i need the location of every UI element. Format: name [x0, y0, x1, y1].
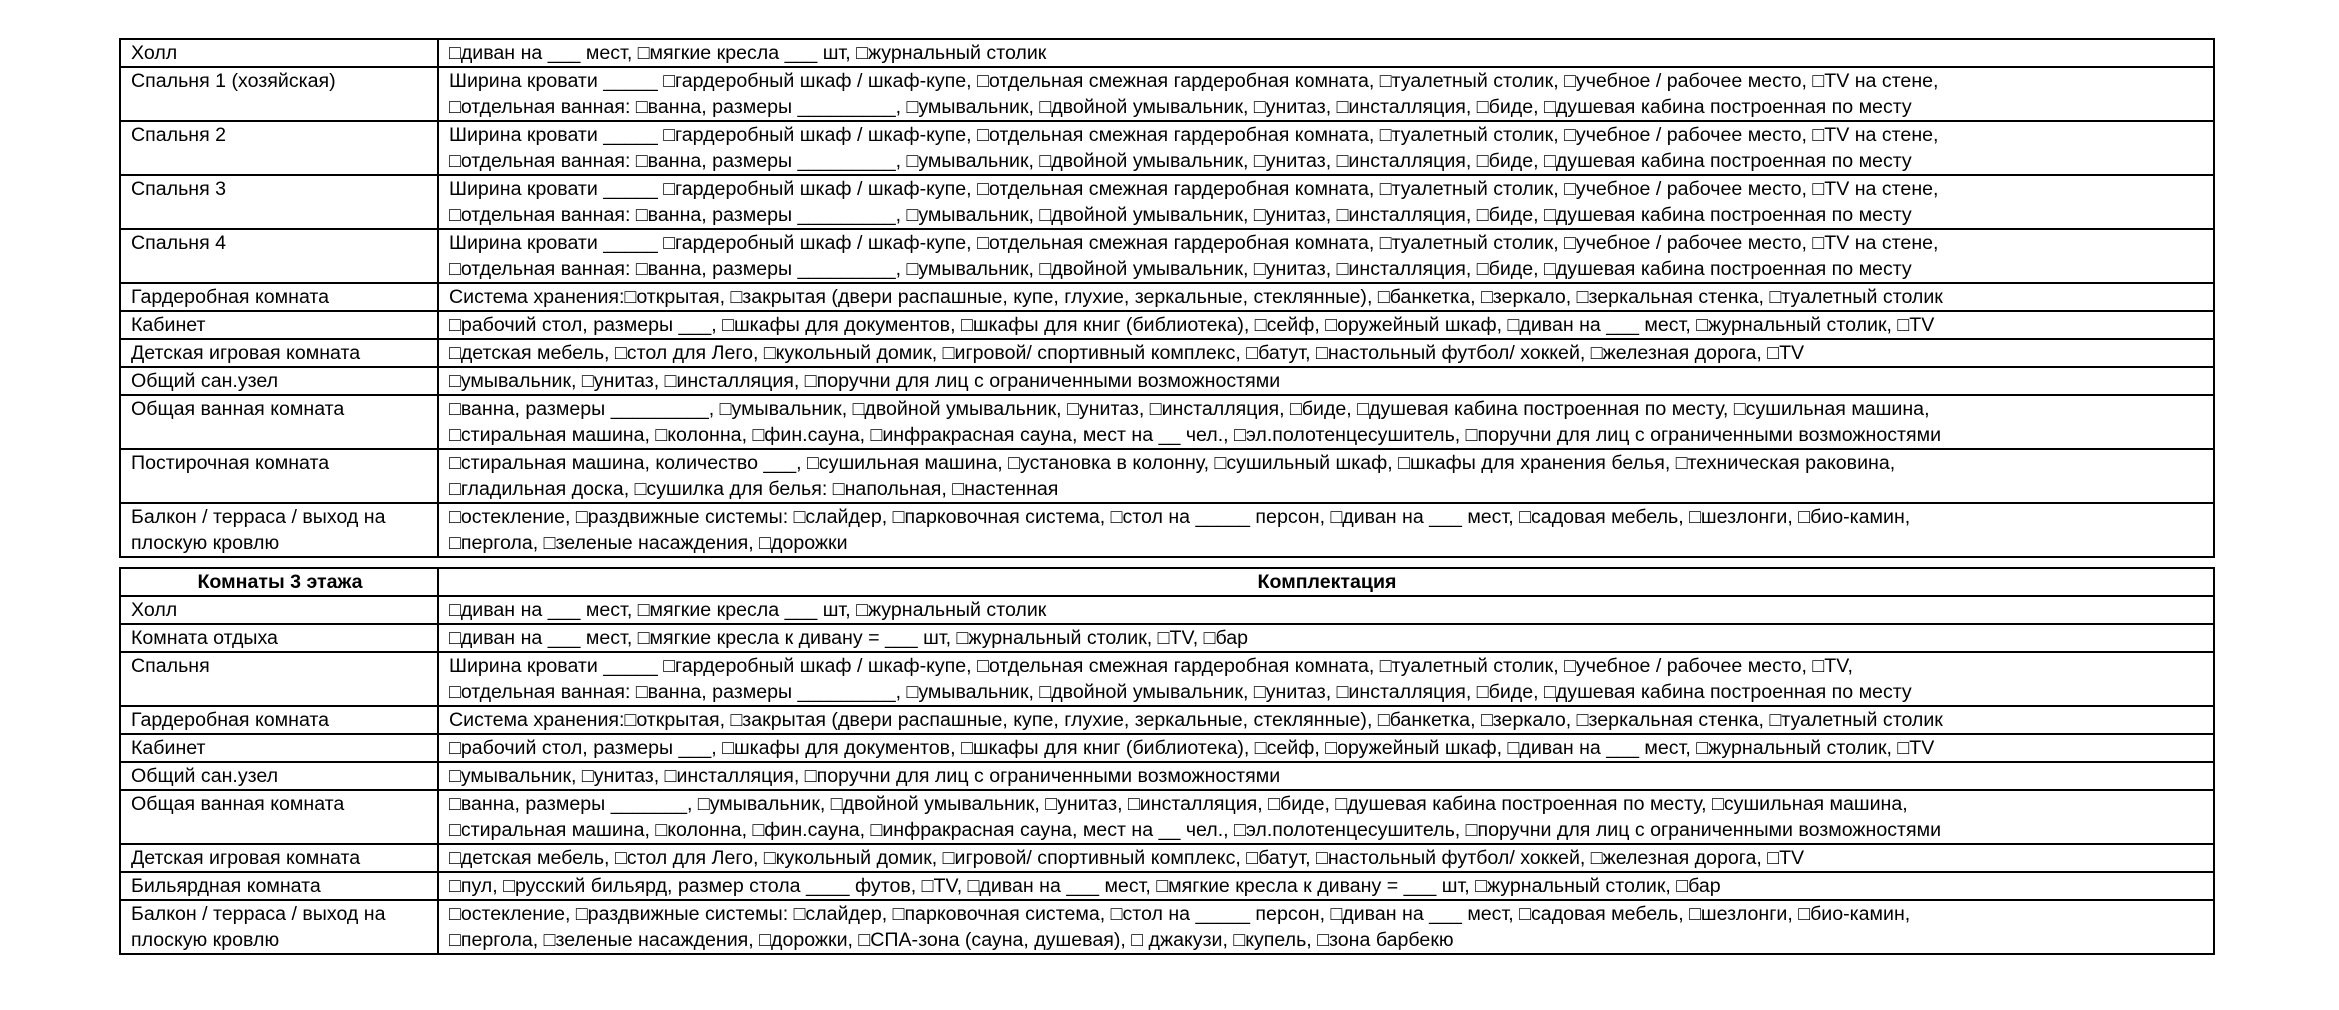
table-row [120, 734, 2214, 762]
equipment-line: □диван на ___ мест, □мягкие кресла к дивану = ___ шт, □журнальный столик, □TV, □бар [449, 627, 1249, 649]
room-name-cell: Общий сан.узел [120, 762, 438, 790]
room-name-cell: Общая ванная комната [120, 790, 438, 844]
table-row [120, 790, 2214, 844]
floor3-header-rooms: Комнаты 3 этажа [120, 568, 438, 596]
equipment-cell [438, 872, 2214, 900]
room-name-cell: Гардеробная комната [120, 283, 438, 311]
room-name-cell: Кабинет [120, 734, 438, 762]
equipment-cell [438, 734, 2214, 762]
table-row [120, 67, 2214, 121]
equipment-cell [438, 503, 2214, 557]
equipment-cell [438, 596, 2214, 624]
table-row [120, 229, 2214, 283]
floor2-table-body [120, 39, 2214, 557]
equipment-line: □отдельная ванная: □ванна, размеры _________, □умывальник, □двойной умывальник, □унитаз, □инсталляция, □биде, □душевая кабина построенная по месту [449, 681, 1912, 703]
room-name-cell: Бильярдная комната [120, 872, 438, 900]
table-row [120, 367, 2214, 395]
equipment-line: □пул, □русский бильярд, размер стола ____ футов, □TV, □диван на ___ мест, □мягкие кресла к дивану = ___ шт, □журнальный столик, □бар [449, 875, 1721, 897]
room-name-cell: Детская игровая комната [120, 339, 438, 367]
equipment-line: □рабочий стол, размеры ___, □шкафы для документов, □шкафы для книг (библиотека), □сейф, □оружейный шкаф, □диван на ___ мест, □журнальный столик, □TV [449, 737, 1935, 759]
table-row [120, 503, 2214, 557]
equipment-line: Система хранения:□открытая, □закрытая (двери распашные, купе, глухие, зеркальные, стеклянные), □банкетка, □зеркало, □зеркальная стенка, □туалетный столик [449, 286, 1943, 308]
room-name-cell: Гардеробная комната [120, 706, 438, 734]
equipment-line: □умывальник, □унитаз, □инсталляция, □поручни для лиц с ограниченными возможностями [449, 370, 1281, 392]
equipment-line: □умывальник, □унитаз, □инсталляция, □поручни для лиц с ограниченными возможностями [449, 765, 1281, 787]
equipment-cell [438, 395, 2214, 449]
room-name-cell: Кабинет [120, 311, 438, 339]
equipment-line: Ширина кровати _____ □гардеробный шкаф / шкаф-купе, □отдельная смежная гардеробная комната, □туалетный столик, □учебное / рабочее место, □TV на стене, [449, 70, 1939, 92]
equipment-line: □отдельная ванная: □ванна, размеры _________, □умывальник, □двойной умывальник, □унитаз, □инсталляция, □биде, □душевая кабина построенная по месту [449, 204, 1912, 226]
equipment-line: □стиральная машина, □колонна, □фин.сауна, □инфракрасная сауна, мест на __ чел., □эл.полотенцесушитель, □поручни для лиц с ограниченными возможностями [449, 819, 1942, 841]
equipment-line: □пергола, □зеленые насаждения, □дорожки, □СПА-зона (сауна, душевая), □ джакузи, □купель, □зона барбекю [449, 929, 1454, 951]
equipment-cell [438, 367, 2214, 395]
room-name-cell: Детская игровая комната [120, 844, 438, 872]
table-row [120, 872, 2214, 900]
room-name-cell: Комната отдыха [120, 624, 438, 652]
floor3-equipment-table [119, 567, 2215, 955]
equipment-line: Ширина кровати _____ □гардеробный шкаф / шкаф-купе, □отдельная смежная гардеробная комната, □туалетный столик, □учебное / рабочее место, □TV, [449, 655, 1853, 677]
floor3-header-equipment: Комплектация [438, 568, 2214, 596]
equipment-line: □детская мебель, □стол для Лего, □кукольный домик, □игровой/ спортивный комплекс, □батут, □настольный футбол/ хоккей, □железная дорога, □TV [449, 847, 1805, 869]
table-row [120, 39, 2214, 67]
table-row [120, 121, 2214, 175]
table-row [120, 762, 2214, 790]
equipment-line: □отдельная ванная: □ванна, размеры _________, □умывальник, □двойной умывальник, □унитаз, □инсталляция, □биде, □душевая кабина построенная по месту [449, 96, 1912, 118]
room-name-cell: Спальня 2 [120, 121, 438, 175]
table-row [120, 311, 2214, 339]
equipment-line: □отдельная ванная: □ванна, размеры _________, □умывальник, □двойной умывальник, □унитаз, □инсталляция, □биде, □душевая кабина построенная по месту [449, 258, 1912, 280]
equipment-cell [438, 67, 2214, 121]
equipment-cell [438, 900, 2214, 954]
equipment-cell [438, 121, 2214, 175]
equipment-cell [438, 652, 2214, 706]
equipment-line: □ванна, размеры _______, □умывальник, □двойной умывальник, □унитаз, □инсталляция, □биде, □душевая кабина построенная по месту, □сушильная машина, [449, 793, 1908, 815]
equipment-cell [438, 229, 2214, 283]
equipment-line: □пергола, □зеленые насаждения, □дорожки [449, 532, 848, 554]
equipment-cell [438, 175, 2214, 229]
equipment-line: □остекление, □раздвижные системы: □слайдер, □парковочная система, □стол на _____ персон, □диван на ___ мест, □садовая мебель, □шезлонги, □био-камин, [449, 506, 1911, 528]
floor3-header-row [120, 568, 2214, 596]
table-row [120, 900, 2214, 954]
table-row [120, 175, 2214, 229]
equipment-line: □детская мебель, □стол для Лего, □кукольный домик, □игровой/ спортивный комплекс, □батут, □настольный футбол/ хоккей, □железная дорога, □TV [449, 342, 1805, 364]
room-name-cell: Холл [120, 39, 438, 67]
room-name-cell: Спальня [120, 652, 438, 706]
room-name-cell: Постирочная комната [120, 449, 438, 503]
floor3-table-body [120, 596, 2214, 954]
equipment-cell [438, 844, 2214, 872]
equipment-line: □рабочий стол, размеры ___, □шкафы для документов, □шкафы для книг (библиотека), □сейф, □оружейный шкаф, □диван на ___ мест, □журнальный столик, □TV [449, 314, 1935, 336]
table-row [120, 395, 2214, 449]
equipment-line: □стиральная машина, количество ___, □сушильная машина, □установка в колонну, □сушильный шкаф, □шкафы для хранения белья, □техническая раковина, [449, 452, 1896, 474]
equipment-line: □стиральная машина, □колонна, □фин.сауна, □инфракрасная сауна, мест на __ чел., □эл.полотенцесушитель, □поручни для лиц с ограниченными возможностями [449, 424, 1942, 446]
table-row [120, 339, 2214, 367]
table-row [120, 596, 2214, 624]
equipment-cell [438, 311, 2214, 339]
equipment-line: □ванна, размеры _________, □умывальник, □двойной умывальник, □унитаз, □инсталляция, □биде, □душевая кабина построенная по месту, □сушильная машина, [449, 398, 1930, 420]
table-row [120, 449, 2214, 503]
equipment-cell [438, 706, 2214, 734]
room-name-cell: Балкон / терраса / выход на плоскую кровлю [120, 900, 438, 954]
room-name-cell: Холл [120, 596, 438, 624]
equipment-cell [438, 762, 2214, 790]
table-row [120, 624, 2214, 652]
equipment-line: □диван на ___ мест, □мягкие кресла ___ шт, □журнальный столик [449, 42, 1047, 64]
equipment-line: □остекление, □раздвижные системы: □слайдер, □парковочная система, □стол на _____ персон, □диван на ___ мест, □садовая мебель, □шезлонги, □био-камин, [449, 903, 1911, 925]
equipment-cell [438, 39, 2214, 67]
room-name-cell: Балкон / терраса / выход на плоскую кровлю [120, 503, 438, 557]
room-name-cell: Общая ванная комната [120, 395, 438, 449]
room-name-cell: Спальня 4 [120, 229, 438, 283]
equipment-line: Система хранения:□открытая, □закрытая (двери распашные, купе, глухие, зеркальные, стеклянные), □банкетка, □зеркало, □зеркальная стенка, □туалетный столик [449, 709, 1943, 731]
equipment-cell [438, 449, 2214, 503]
floor2-equipment-table [119, 38, 2215, 558]
equipment-cell [438, 339, 2214, 367]
table-row [120, 283, 2214, 311]
equipment-cell [438, 790, 2214, 844]
equipment-line: Ширина кровати _____ □гардеробный шкаф / шкаф-купе, □отдельная смежная гардеробная комната, □туалетный столик, □учебное / рабочее место, □TV на стене, [449, 232, 1939, 254]
equipment-line: □гладильная доска, □сушилка для белья: □напольная, □настенная [449, 478, 1059, 500]
room-name-cell: Спальня 3 [120, 175, 438, 229]
equipment-line: □диван на ___ мест, □мягкие кресла ___ шт, □журнальный столик [449, 599, 1047, 621]
room-name-cell: Общий сан.узел [120, 367, 438, 395]
room-name-cell: Спальня 1 (хозяйская) [120, 67, 438, 121]
table-row [120, 652, 2214, 706]
equipment-line: Ширина кровати _____ □гардеробный шкаф / шкаф-купе, □отдельная смежная гардеробная комната, □туалетный столик, □учебное / рабочее место, □TV на стене, [449, 178, 1939, 200]
table-row [120, 706, 2214, 734]
equipment-cell [438, 624, 2214, 652]
equipment-line: □отдельная ванная: □ванна, размеры _________, □умывальник, □двойной умывальник, □унитаз, □инсталляция, □биде, □душевая кабина построенная по месту [449, 150, 1912, 172]
table-row [120, 844, 2214, 872]
equipment-line: Ширина кровати _____ □гардеробный шкаф / шкаф-купе, □отдельная смежная гардеробная комната, □туалетный столик, □учебное / рабочее место, □TV на стене, [449, 124, 1939, 146]
equipment-cell [438, 283, 2214, 311]
